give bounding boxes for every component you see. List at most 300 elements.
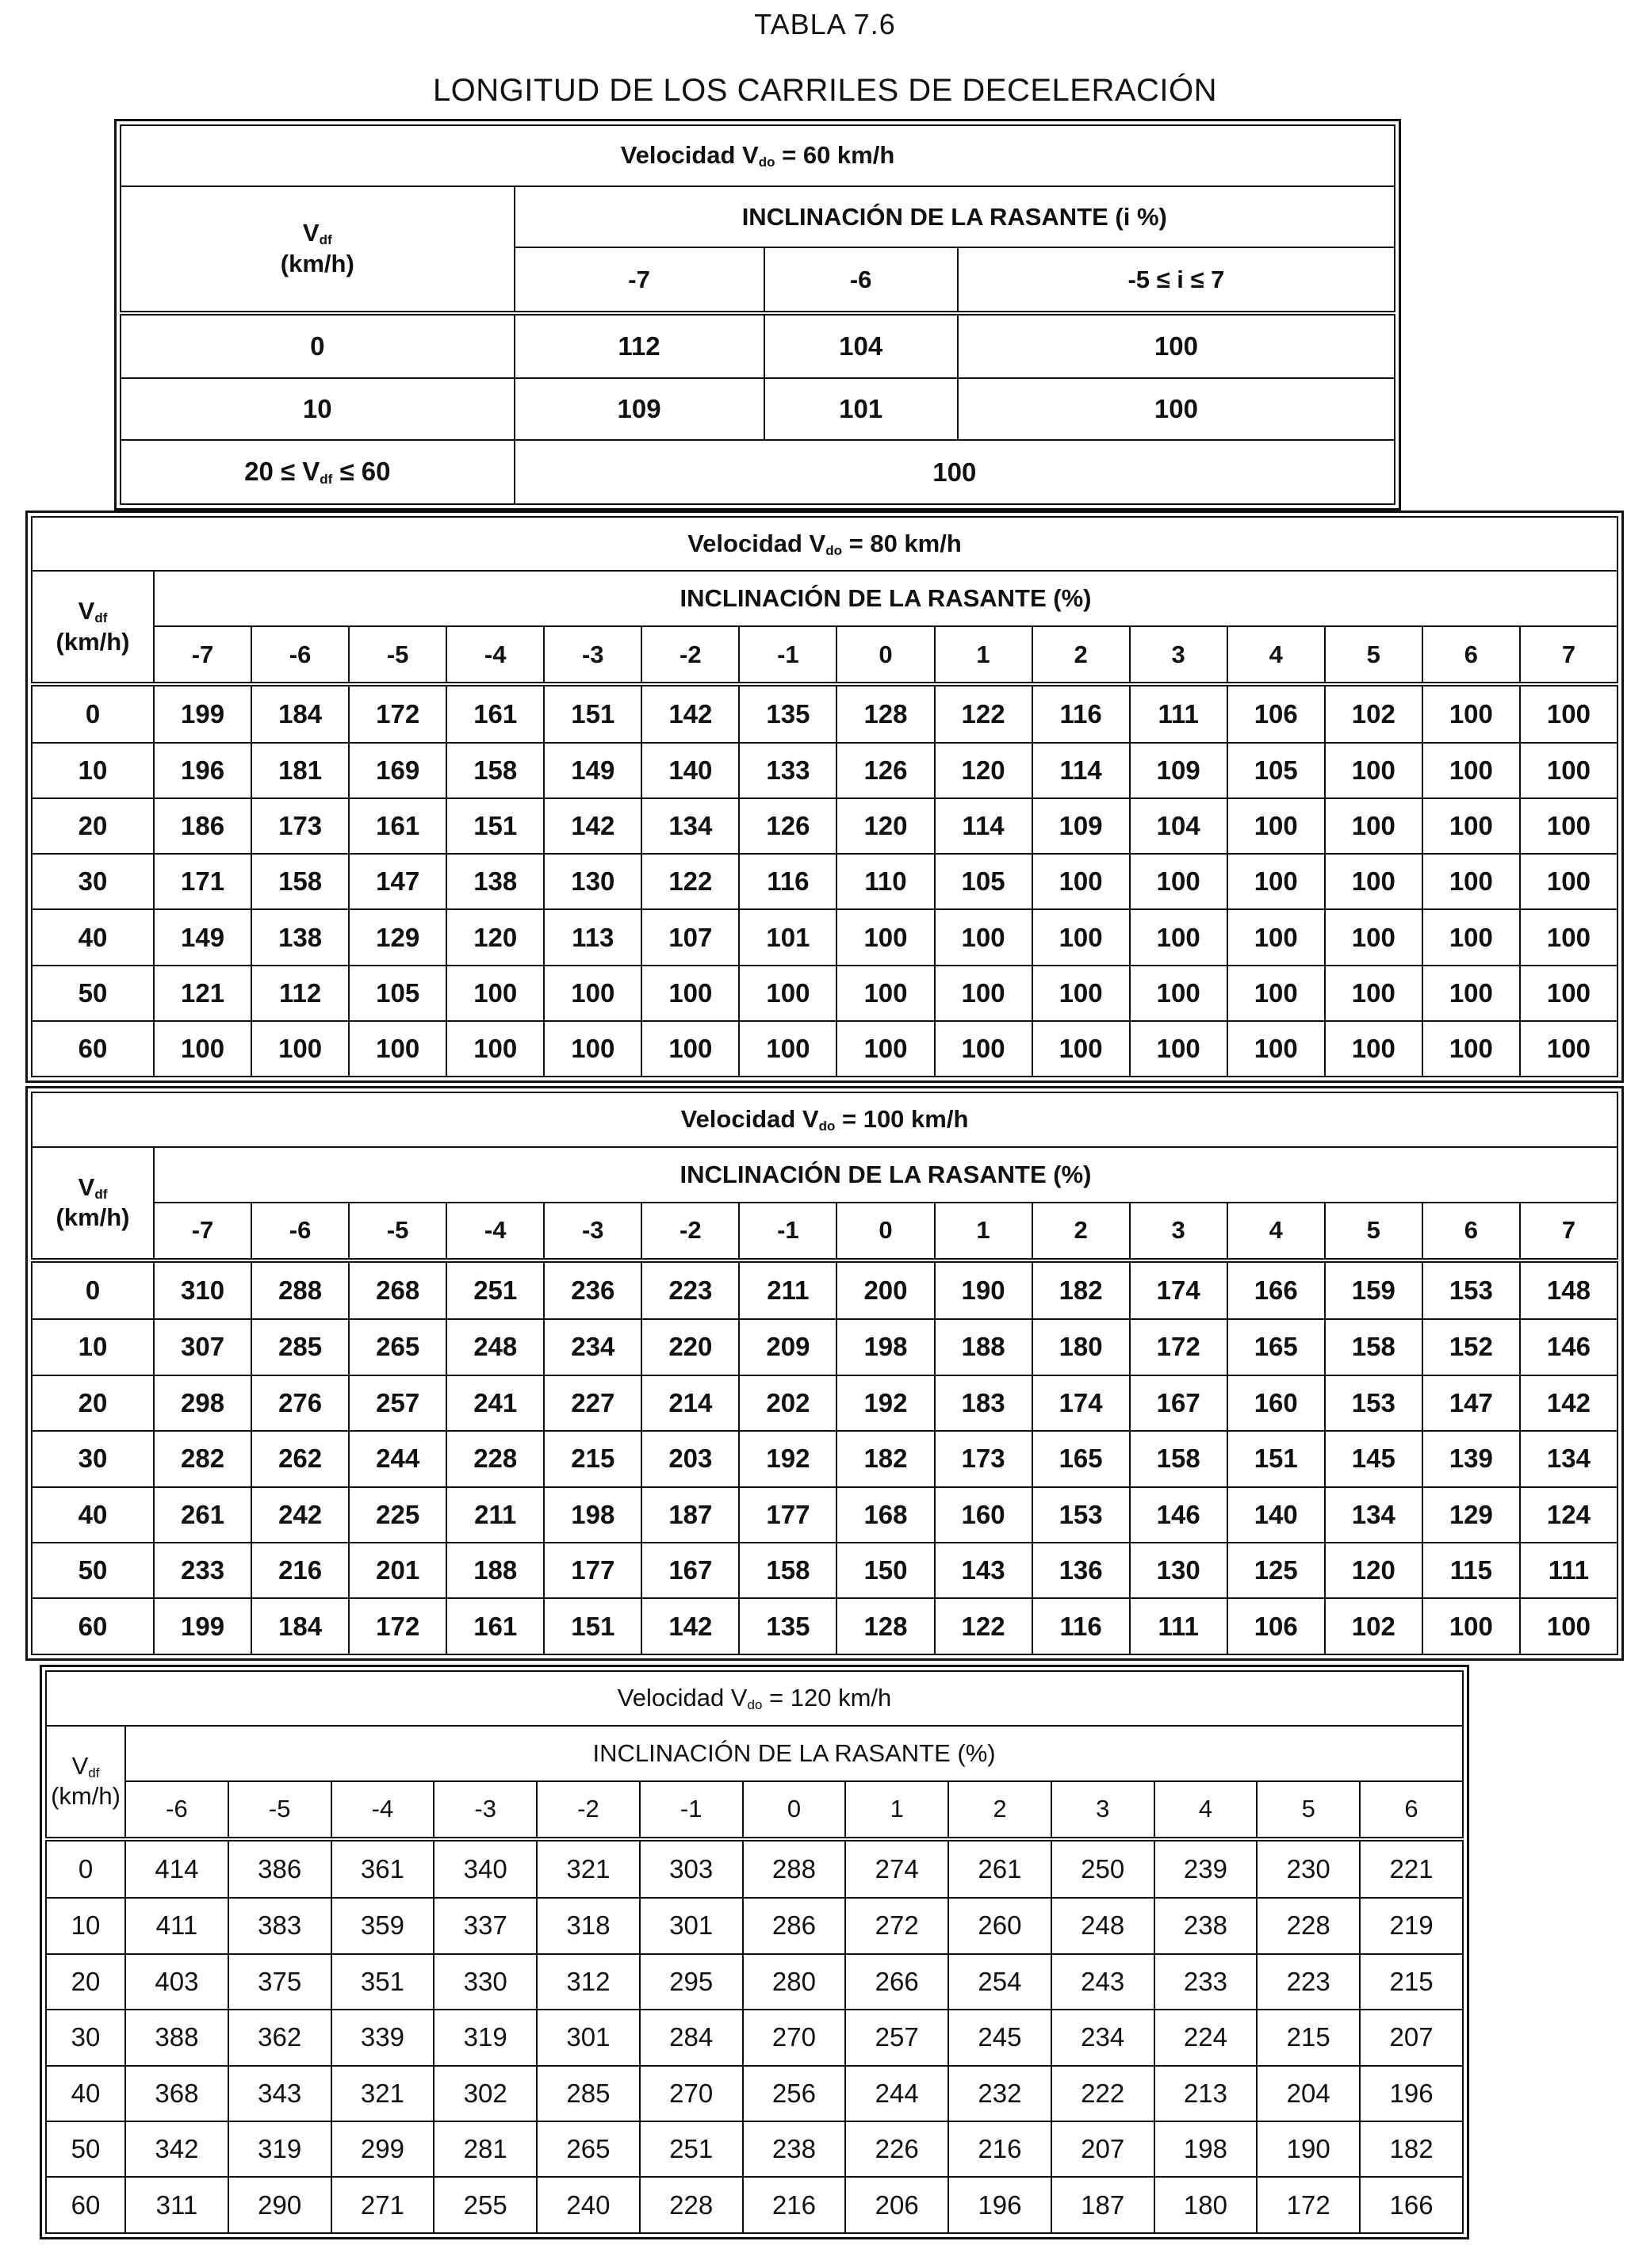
value-cell: 105 [349, 966, 446, 1021]
value-cell: 312 [537, 1954, 640, 2010]
value-cell: 100 [739, 1021, 836, 1077]
value-cell: 307 [154, 1319, 251, 1375]
value-cell: 116 [739, 854, 836, 909]
slope-header: -4 [446, 1203, 544, 1261]
slope-header: 6 [1422, 626, 1520, 684]
value-cell: 204 [1257, 2066, 1360, 2121]
vdf-cell: 40 [46, 2066, 125, 2121]
value-cell: 166 [1227, 1260, 1325, 1319]
value-cell: 111 [1520, 1543, 1617, 1598]
value-cell: 368 [125, 2066, 228, 2121]
value-cell: 248 [446, 1319, 544, 1375]
value-cell: 100 [1520, 1021, 1617, 1077]
value-cell: 202 [739, 1375, 836, 1431]
value-cell: 100 [1422, 966, 1520, 1021]
slope-header: -6 [125, 1781, 228, 1840]
slope-header: -7 [154, 626, 251, 684]
value-cell: 100 [1227, 798, 1325, 854]
value-cell: 109 [1130, 743, 1227, 798]
value-cell: 100 [1422, 798, 1520, 854]
slope-header: 7 [1520, 626, 1617, 684]
value-cell: 161 [349, 798, 446, 854]
value-cell: 122 [641, 854, 739, 909]
value-cell: 321 [331, 2066, 435, 2121]
value-cell: 340 [434, 1839, 537, 1898]
value-cell: 100 [1422, 854, 1520, 909]
value-cell: 100 [958, 313, 1395, 378]
value-cell: 158 [251, 854, 349, 909]
slope-header: 1 [935, 1203, 1032, 1261]
value-cell: 122 [935, 684, 1032, 743]
value-cell: 106 [1227, 684, 1325, 743]
value-cell: 172 [1130, 1319, 1227, 1375]
value-cell: 133 [739, 743, 836, 798]
value-cell: 100 [1032, 909, 1130, 965]
slope-header: 4 [1227, 626, 1325, 684]
value-cell: 114 [1032, 743, 1130, 798]
value-cell: 100 [641, 966, 739, 1021]
value-cell: 199 [154, 1598, 251, 1654]
table-row [46, 2010, 1463, 2065]
value-cell: 187 [641, 1487, 739, 1543]
slope-header: 6 [1422, 1203, 1520, 1261]
value-cell: 251 [640, 2121, 743, 2177]
value-cell: 100 [1227, 909, 1325, 965]
value-cell: 274 [845, 1839, 948, 1898]
value-cell: 100 [1227, 854, 1325, 909]
value-cell: 260 [948, 1898, 1051, 1953]
value-cell: 221 [1360, 1839, 1463, 1898]
deceleration-table-80 [31, 516, 1618, 1077]
value-cell: 151 [446, 798, 544, 854]
value-cell: 140 [1227, 1487, 1325, 1543]
value-cell: 174 [1032, 1375, 1130, 1431]
value-cell: 153 [1422, 1260, 1520, 1319]
value-cell: 166 [1360, 2177, 1463, 2233]
deceleration-table-100 [31, 1092, 1618, 1655]
slope-header: -1 [739, 626, 836, 684]
value-cell: 138 [251, 909, 349, 965]
value-cell: 198 [1154, 2121, 1258, 2177]
value-cell: 124 [1520, 1487, 1617, 1543]
slope-header: -2 [641, 1203, 739, 1261]
value-cell: 190 [1257, 2121, 1360, 2177]
value-cell: 198 [836, 1319, 934, 1375]
value-cell: 100 [1520, 966, 1617, 1021]
value-cell: 134 [641, 798, 739, 854]
slope-header: 1 [935, 626, 1032, 684]
value-cell: 337 [434, 1898, 537, 1953]
value-cell: 187 [1051, 2177, 1154, 2233]
slope-header: 7 [1520, 1203, 1617, 1261]
value-cell: 343 [228, 2066, 331, 2121]
value-cell: 158 [1130, 1431, 1227, 1486]
value-cell: 100 [1325, 1021, 1422, 1077]
speed-header: Velocidad $V_{do} = 100$ km/h [32, 1092, 1617, 1147]
speed-header: Velocidad $V_{do} = 80$ km/h [32, 517, 1617, 571]
value-cell: 104 [1130, 798, 1227, 854]
value-cell: 100 [251, 1021, 349, 1077]
table-row [46, 1898, 1463, 1953]
value-cell: 130 [544, 854, 641, 909]
slope-header: -3 [544, 1203, 641, 1261]
vdf-cell: 10 [32, 743, 154, 798]
value-cell: 149 [544, 743, 641, 798]
value-cell: 160 [935, 1487, 1032, 1543]
deceleration-table-120 [45, 1670, 1464, 2234]
inclination-header: INCLINACIÓN DE LA RASANTE (i %) [515, 186, 1395, 248]
value-cell: 145 [1325, 1431, 1422, 1486]
value-cell: 386 [228, 1839, 331, 1898]
value-cell: 200 [836, 1260, 934, 1319]
table-row [32, 1319, 1617, 1375]
value-cell: 211 [739, 1260, 836, 1319]
value-cell: 184 [251, 684, 349, 743]
value-cell: 147 [1422, 1375, 1520, 1431]
value-cell: 128 [836, 684, 934, 743]
value-cell: 318 [537, 1898, 640, 1953]
value-cell: 136 [1032, 1543, 1130, 1598]
value-cell: 102 [1325, 1598, 1422, 1654]
value-cell: 100 [1325, 798, 1422, 854]
value-cell: 100 [1130, 909, 1227, 965]
value-cell: 257 [349, 1375, 446, 1431]
value-cell: 100 [1520, 684, 1617, 743]
slope-header: 2 [1032, 626, 1130, 684]
value-cell: 115 [1422, 1543, 1520, 1598]
value-cell: 151 [1227, 1431, 1325, 1486]
value-cell: 100 [958, 378, 1395, 441]
value-cell: 100 [935, 909, 1032, 965]
value-cell: 100 [836, 966, 934, 1021]
value-cell: 104 [764, 313, 958, 378]
value-cell: 100 [935, 1021, 1032, 1077]
slope-header: -3 [544, 626, 641, 684]
value-cell: 207 [1051, 2121, 1154, 2177]
value-cell: 116 [1032, 684, 1130, 743]
document-subtitle: LONGITUD DE LOS CARRILES DE DECELERACIÓN [432, 73, 1218, 108]
value-cell: 138 [446, 854, 544, 909]
value-cell: 100 [1422, 909, 1520, 965]
value-cell: 101 [764, 378, 958, 441]
value-cell: 236 [544, 1260, 641, 1319]
table-row [32, 1021, 1617, 1077]
value-cell: 100 [1520, 909, 1617, 965]
value-cell: 234 [1051, 2010, 1154, 2065]
value-cell: 339 [331, 2010, 435, 2065]
value-cell: 159 [1325, 1260, 1422, 1319]
value-cell: 240 [537, 2177, 640, 2233]
value-cell: 196 [154, 743, 251, 798]
value-cell: 250 [1051, 1839, 1154, 1898]
slope-header: 3 [1130, 626, 1227, 684]
slope-header: -7 [154, 1203, 251, 1261]
value-cell: 105 [935, 854, 1032, 909]
slope-header: -2 [537, 1781, 640, 1840]
value-cell: 254 [948, 1954, 1051, 2010]
value-cell: 238 [743, 2121, 846, 2177]
value-cell: 232 [948, 2066, 1051, 2121]
value-cell: 203 [641, 1431, 739, 1486]
table-row [46, 2066, 1463, 2121]
value-cell: 209 [739, 1319, 836, 1375]
slope-header: -7 [515, 247, 764, 312]
value-cell: 126 [739, 798, 836, 854]
value-cell: 272 [845, 1898, 948, 1953]
value-cell: 310 [154, 1260, 251, 1319]
value-cell: 111 [1130, 1598, 1227, 1654]
value-cell: 120 [935, 743, 1032, 798]
slope-header: -6 [251, 1203, 349, 1261]
value-cell: 281 [434, 2121, 537, 2177]
value-cell: 174 [1130, 1260, 1227, 1319]
value-cell: 228 [446, 1431, 544, 1486]
value-cell: 135 [739, 1598, 836, 1654]
value-cell: 172 [349, 684, 446, 743]
value-cell: 120 [446, 909, 544, 965]
value-cell: 143 [935, 1543, 1032, 1598]
vdf-cell: 60 [46, 2177, 125, 2233]
value-cell: 100 [1032, 966, 1130, 1021]
value-cell: 256 [743, 2066, 846, 2121]
value-cell: 142 [641, 1598, 739, 1654]
slope-header: 5 [1325, 1203, 1422, 1261]
value-cell: 383 [228, 1898, 331, 1953]
value-cell: 282 [154, 1431, 251, 1486]
slope-header: -3 [434, 1781, 537, 1840]
vdf-cell: 10 [32, 1319, 154, 1375]
value-cell: 223 [1257, 1954, 1360, 2010]
vdf-cell: 20 [32, 1375, 154, 1431]
table-block-60 [114, 119, 1401, 511]
slope-header: 5 [1325, 626, 1422, 684]
value-cell: 257 [845, 2010, 948, 2065]
value-cell: 216 [948, 2121, 1051, 2177]
table-row [32, 1431, 1617, 1486]
value-cell: 100 [1422, 1021, 1520, 1077]
value-cell: 158 [1325, 1319, 1422, 1375]
value-cell: 134 [1520, 1431, 1617, 1486]
value-cell: 100 [739, 966, 836, 1021]
value-cell: 226 [845, 2121, 948, 2177]
speed-header: Velocidad $V_{do} = 120$ km/h [46, 1671, 1463, 1726]
slope-header: -4 [331, 1781, 435, 1840]
table-row [121, 378, 1395, 441]
table-row [32, 1598, 1617, 1654]
slope-header: -5 [349, 626, 446, 684]
value-cell: 100 [1032, 854, 1130, 909]
value-cell: 362 [228, 2010, 331, 2065]
value-cell: 165 [1227, 1319, 1325, 1375]
value-cell: 169 [349, 743, 446, 798]
slope-header: 1 [845, 1781, 948, 1840]
value-cell: 214 [641, 1375, 739, 1431]
value-cell: 142 [544, 798, 641, 854]
value-cell: 183 [935, 1375, 1032, 1431]
value-cell: 129 [349, 909, 446, 965]
value-cell: 190 [935, 1260, 1032, 1319]
value-cell: 284 [640, 2010, 743, 2065]
value-cell: 244 [349, 1431, 446, 1486]
vdf-cell: 20 [46, 1954, 125, 2010]
value-cell: 146 [1130, 1487, 1227, 1543]
vdf-cell: 50 [46, 2121, 125, 2177]
value-cell: 295 [640, 1954, 743, 2010]
value-cell: 271 [331, 2177, 435, 2233]
value-cell: 112 [515, 313, 764, 378]
value-cell: 255 [434, 2177, 537, 2233]
value-cell: 161 [446, 1598, 544, 1654]
value-cell: 201 [349, 1543, 446, 1598]
value-cell: 243 [1051, 1954, 1154, 2010]
value-cell: 222 [1051, 2066, 1154, 2121]
value-cell: 220 [641, 1319, 739, 1375]
value-cell: 403 [125, 1954, 228, 2010]
value-cell: 135 [739, 684, 836, 743]
value-cell: 100 [1227, 1021, 1325, 1077]
value-cell: 276 [251, 1375, 349, 1431]
slope-header: 0 [836, 1203, 934, 1261]
value-cell: 152 [1422, 1319, 1520, 1375]
value-cell: 248 [1051, 1898, 1154, 1953]
value-cell: 219 [1360, 1898, 1463, 1953]
value-cell: 311 [125, 2177, 228, 2233]
value-cell: 146 [1520, 1319, 1617, 1375]
value-cell: 285 [251, 1319, 349, 1375]
value-cell: 165 [1032, 1431, 1130, 1486]
value-cell: 233 [154, 1543, 251, 1598]
value-cell: 216 [251, 1543, 349, 1598]
value-cell: 265 [349, 1319, 446, 1375]
table-row [32, 1375, 1617, 1431]
value-cell: 100 [1422, 684, 1520, 743]
value-cell: 121 [154, 966, 251, 1021]
value-cell: 111 [1130, 684, 1227, 743]
value-cell: 100 [515, 440, 1395, 504]
slope-header: 0 [836, 626, 934, 684]
slope-header: 3 [1051, 1781, 1154, 1840]
value-cell: 182 [1032, 1260, 1130, 1319]
value-cell: 411 [125, 1898, 228, 1953]
value-cell: 134 [1325, 1487, 1422, 1543]
value-cell: 100 [1520, 743, 1617, 798]
value-cell: 233 [1154, 1954, 1258, 2010]
value-cell: 100 [1130, 854, 1227, 909]
vdf-cell: 40 [32, 1487, 154, 1543]
value-cell: 216 [743, 2177, 846, 2233]
value-cell: 342 [125, 2121, 228, 2177]
value-cell: 101 [739, 909, 836, 965]
value-cell: 100 [154, 1021, 251, 1077]
vdf-header: $V_{df}$ (km/h) [32, 571, 154, 684]
table-row [46, 2121, 1463, 2177]
table-row [46, 1954, 1463, 2010]
value-cell: 120 [1325, 1543, 1422, 1598]
slope-header: 2 [948, 1781, 1051, 1840]
value-cell: 116 [1032, 1598, 1130, 1654]
value-cell: 224 [1154, 2010, 1258, 2065]
vdf-cell: 0 [121, 313, 515, 378]
value-cell: 173 [935, 1431, 1032, 1486]
table-row [32, 966, 1617, 1021]
value-cell: 215 [1257, 2010, 1360, 2065]
vdf-cell: 10 [121, 378, 515, 441]
value-cell: 100 [1325, 909, 1422, 965]
value-cell: 280 [743, 1954, 846, 2010]
value-cell: 266 [845, 1954, 948, 2010]
value-cell: 180 [1154, 2177, 1258, 2233]
value-cell: 361 [331, 1839, 435, 1898]
vdf-header: $V_{df}$ (km/h) [121, 186, 515, 313]
value-cell: 288 [251, 1260, 349, 1319]
value-cell: 100 [446, 966, 544, 1021]
vdf-cell: 50 [32, 966, 154, 1021]
vdf-cell: 0 [32, 1260, 154, 1319]
value-cell: 184 [251, 1598, 349, 1654]
value-cell: 107 [641, 909, 739, 965]
table-row [32, 798, 1617, 854]
value-cell: 100 [836, 1021, 934, 1077]
value-cell: 125 [1227, 1543, 1325, 1598]
value-cell: 100 [1520, 1598, 1617, 1654]
value-cell: 245 [948, 2010, 1051, 2065]
value-cell: 270 [640, 2066, 743, 2121]
value-cell: 234 [544, 1319, 641, 1375]
document-title: TABLA 7.6 [754, 8, 896, 40]
value-cell: 301 [640, 1898, 743, 1953]
value-cell: 100 [1422, 1598, 1520, 1654]
value-cell: 290 [228, 2177, 331, 2233]
value-cell: 213 [1154, 2066, 1258, 2121]
value-cell: 100 [641, 1021, 739, 1077]
value-cell: 375 [228, 1954, 331, 2010]
value-cell: 151 [544, 684, 641, 743]
value-cell: 100 [1520, 798, 1617, 854]
vdf-cell: 50 [32, 1543, 154, 1598]
value-cell: 110 [836, 854, 934, 909]
value-cell: 100 [1325, 966, 1422, 1021]
value-cell: 223 [641, 1260, 739, 1319]
value-cell: 227 [544, 1375, 641, 1431]
vdf-cell: 30 [32, 854, 154, 909]
slope-header: -5 [349, 1203, 446, 1261]
slope-header: -1 [739, 1203, 836, 1261]
value-cell: 161 [446, 684, 544, 743]
table-row [32, 854, 1617, 909]
value-cell: 172 [1257, 2177, 1360, 2233]
slope-header: 6 [1360, 1781, 1463, 1840]
value-cell: 319 [434, 2010, 537, 2065]
value-cell: 142 [1520, 1375, 1617, 1431]
table-row [32, 1487, 1617, 1543]
value-cell: 100 [1227, 966, 1325, 1021]
value-cell: 142 [641, 684, 739, 743]
value-cell: 102 [1325, 684, 1422, 743]
value-cell: 206 [845, 2177, 948, 2233]
slope-header: -1 [640, 1781, 743, 1840]
table-block-80 [25, 511, 1624, 1083]
value-cell: 244 [845, 2066, 948, 2121]
value-cell: 151 [544, 1598, 641, 1654]
value-cell: 173 [251, 798, 349, 854]
value-cell: 192 [836, 1375, 934, 1431]
vdf-cell: 30 [32, 1431, 154, 1486]
value-cell: 113 [544, 909, 641, 965]
value-cell: 105 [1227, 743, 1325, 798]
vdf-cell: 60 [32, 1021, 154, 1077]
value-cell: 286 [743, 1898, 846, 1953]
value-cell: 239 [1154, 1839, 1258, 1898]
